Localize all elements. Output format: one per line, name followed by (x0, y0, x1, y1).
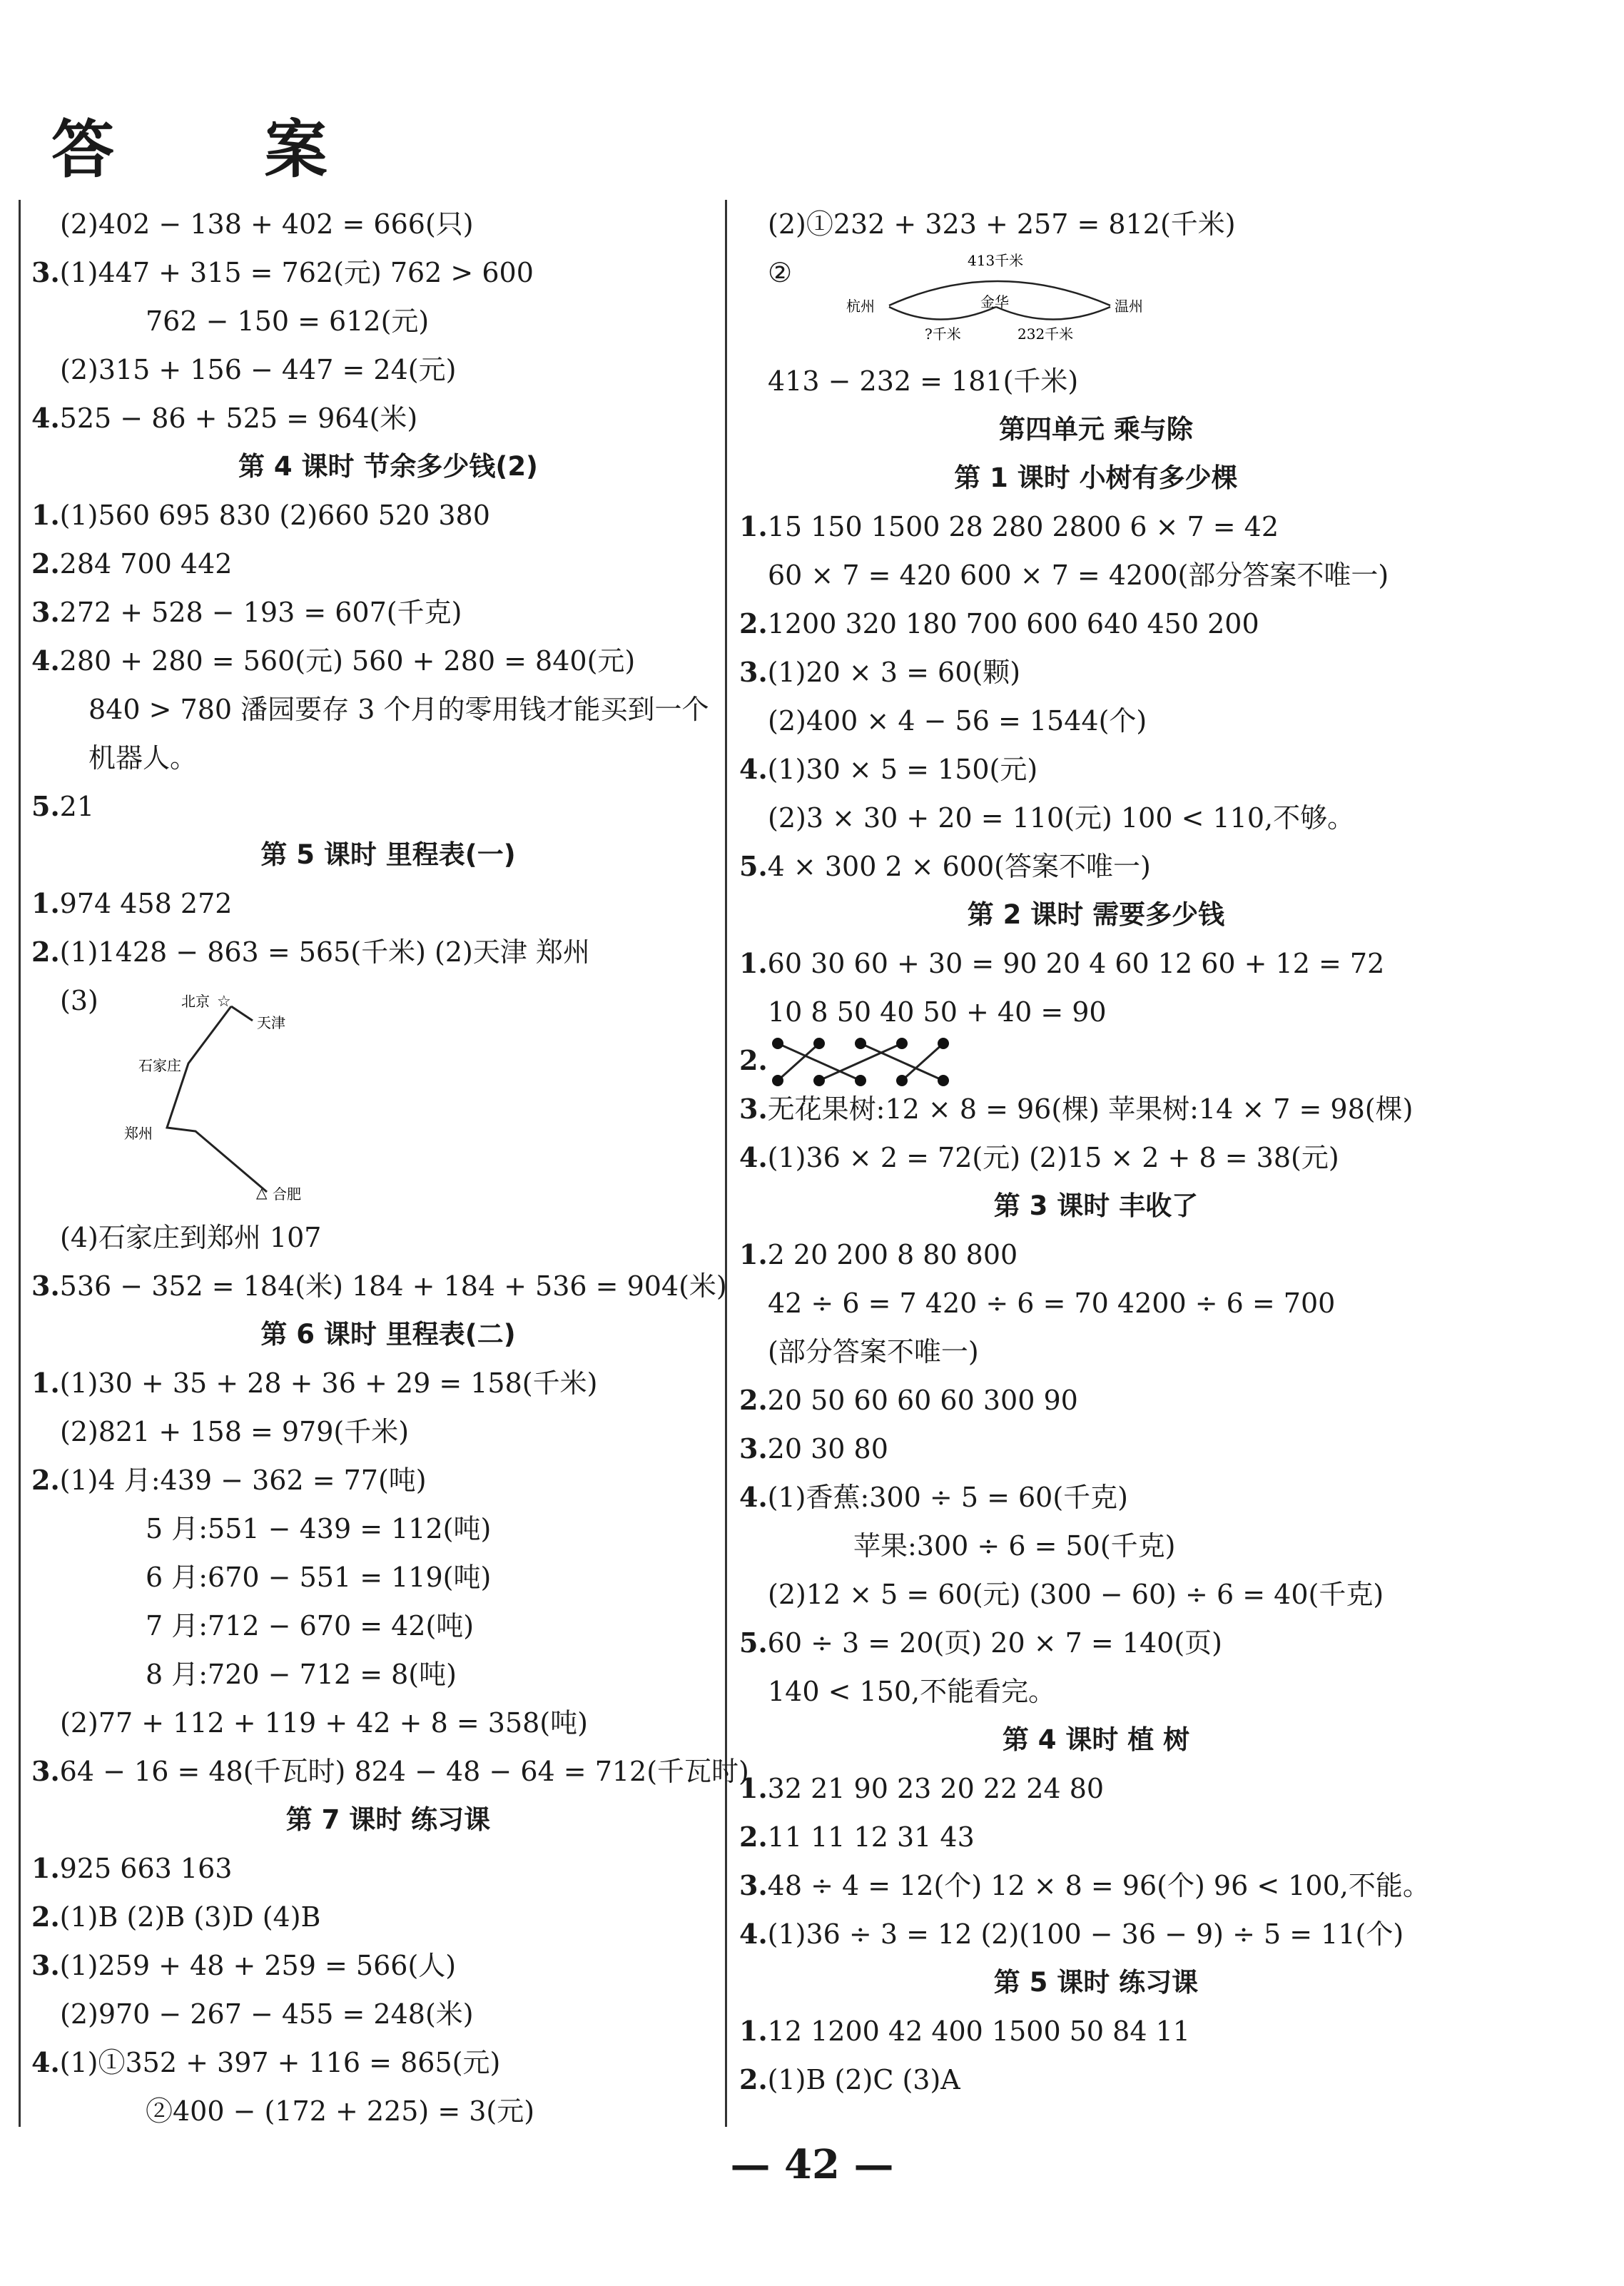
route-diagram-hangzhou-wenzhou (846, 250, 1146, 343)
route-label-wenzhou: 温州 (1115, 298, 1143, 315)
answer-line: 413 − 232 = 181(千米) (768, 365, 1079, 397)
answer-line: 3.536 − 352 = 184(米) 184 + 184 + 536 = 904(米) (31, 1270, 727, 1302)
matching-dots-diagram (768, 1033, 975, 1091)
answer-line: 1.925 663 163 (31, 1852, 233, 1884)
answer-line: 2.(1)1428 − 863 = 565(千米) (2)天津 郑州 (31, 936, 590, 968)
route-label-unknown: ?千米 (925, 325, 961, 343)
answer-line: (2)402 − 138 + 402 = 666(只) (60, 208, 474, 240)
answer-line: 2.284 700 442 (31, 547, 233, 580)
answer-line: 2.(1)4 月:439 − 362 = 77(吨) (31, 1464, 427, 1496)
answer-line: (2)12 × 5 = 60(元) (300 − 60) ÷ 6 = 40(千克) (768, 1579, 1384, 1610)
answer-line: 1.974 458 272 (31, 887, 233, 919)
answer-line: 4.(1)36 × 2 = 72(元) (2)15 × 2 + 8 = 38(元) (739, 1141, 1339, 1173)
map-label-beijing: 北京 (181, 993, 210, 1010)
answer-line: (2)3 × 30 + 20 = 110(元) 100 < 110,不够。 (768, 802, 1355, 834)
answer-line: 1.(1)30 + 35 + 28 + 36 + 29 = 158(千米) (31, 1367, 598, 1399)
answer-line: 2. (739, 1044, 768, 1076)
route-label-segment: 232千米 (1017, 325, 1074, 343)
unit-heading: 第四单元 乘与除 (999, 414, 1193, 445)
answer-line: (2)①232 + 323 + 257 = 812(千米) (768, 208, 1236, 240)
answer-line: 2.11 11 12 31 43 (739, 1821, 975, 1853)
answer-line: 762 − 150 = 612(元) (146, 305, 430, 337)
lesson-heading: 第 4 课时 节余多少钱(2) (238, 451, 538, 482)
answer-line: 1.15 150 1500 28 280 2800 6 × 7 = 42 (739, 510, 1279, 542)
lesson-heading: 第 1 课时 小树有多少棵 (954, 462, 1238, 493)
answer-line: 1.2 20 200 8 80 800 (739, 1238, 1018, 1270)
answer-line: 2.(1)B (2)C (3)A (739, 2063, 960, 2095)
answer-line: 机器人。 (88, 742, 198, 774)
answer-line: 840 > 780 潘园要存 3 个月的零用钱才能买到一个 (88, 694, 709, 725)
answer-line: 5 月:551 − 439 = 112(吨) (146, 1513, 492, 1544)
match-line (778, 1043, 819, 1081)
answer-line: 6 月:670 − 551 = 119(吨) (146, 1562, 492, 1593)
route-map-diagram (110, 985, 338, 1206)
answer-line: 3.20 30 80 (739, 1432, 888, 1465)
answer-line: (3) (60, 985, 98, 1016)
match-line (902, 1043, 943, 1081)
route-label-hangzhou: 杭州 (846, 298, 875, 315)
answer-line: 5.60 ÷ 3 = 20(页) 20 × 7 = 140(页) (739, 1627, 1222, 1659)
lesson-heading: 第 4 课时 植 树 (1002, 1724, 1190, 1755)
dot (938, 1038, 949, 1049)
answer-line: 4.280 + 280 = 560(元) 560 + 280 = 840(元) (31, 644, 636, 677)
answer-line: 7 月:712 − 670 = 42(吨) (146, 1610, 474, 1642)
dot (896, 1038, 908, 1049)
answer-line: 10 8 50 40 50 + 40 = 90 (768, 996, 1107, 1028)
answer-line: 140 < 150,不能看完。 (768, 1676, 1056, 1707)
lesson-heading: 第 5 课时 里程表(一) (260, 839, 516, 870)
answer-line: 8 月:720 − 712 = 8(吨) (146, 1659, 457, 1690)
map-label-tianjin: 天津 (257, 1014, 285, 1031)
triangle-icon: △ (256, 1184, 268, 1201)
answer-line: 42 ÷ 6 = 7 420 ÷ 6 = 70 4200 ÷ 6 = 700 (768, 1288, 1336, 1319)
map-label-zhengzhou: 郑州 (124, 1125, 153, 1142)
answer-line: ②400 − (172 + 225) = 3(元) (146, 2095, 535, 2127)
route-branch (231, 1006, 253, 1021)
dot (772, 1038, 783, 1049)
answer-line: (2)77 + 112 + 119 + 42 + 8 = 358(吨) (60, 1707, 588, 1739)
answer-line: 2.(1)B (2)B (3)D (4)B (31, 1901, 321, 1933)
answer-line: 苹果:300 ÷ 6 = 50(千克) (853, 1530, 1176, 1562)
answer-line: 3.(1)259 + 48 + 259 = 566(人) (31, 1949, 457, 1981)
map-label-hefei: 合肥 (273, 1185, 301, 1203)
answer-line: 4.(1)香蕉:300 ÷ 5 = 60(千克) (739, 1481, 1129, 1513)
lesson-heading: 第 6 课时 里程表(二) (260, 1319, 516, 1350)
dot (813, 1038, 825, 1049)
answer-line: 2.20 50 60 60 60 300 90 (739, 1384, 1078, 1416)
route-top-label: 413千米 (968, 252, 1024, 269)
page-title: 答 案 (51, 112, 392, 186)
answer-line: 4.(1)36 ÷ 3 = 12 (2)(100 − 36 − 9) ÷ 5 = 11(个) (739, 1918, 1404, 1950)
answer-line: 1.(1)560 695 830 (2)660 520 380 (31, 499, 490, 531)
answer-line: 2.1200 320 180 700 600 640 450 200 (739, 607, 1259, 639)
answer-line: 1.60 30 60 + 30 = 90 20 4 60 12 60 + 12 = 72 (739, 947, 1385, 979)
answer-line: (部分答案不唯一) (768, 1336, 979, 1367)
answer-line: 1.12 1200 42 400 1500 50 84 11 (739, 2015, 1190, 2047)
answer-line: 4.(1)①352 + 397 + 116 = 865(元) (31, 2046, 501, 2078)
dot (855, 1038, 866, 1049)
answer-line: 4.525 − 86 + 525 = 964(米) (31, 402, 418, 434)
lesson-heading: 第 7 课时 练习课 (285, 1804, 491, 1835)
left-margin-rule (19, 200, 21, 2127)
answer-line: 3.无花果树:12 × 8 = 96(棵) 苹果树:14 × 7 = 98(棵) (739, 1093, 1414, 1125)
answer-line: 3.(1)447 + 315 = 762(元) 762 > 600 (31, 256, 534, 288)
answer-line: 3.(1)20 × 3 = 60(颗) (739, 656, 1021, 688)
answer-line: (2)970 − 267 − 455 = 248(米) (60, 1998, 474, 2030)
page-number: — 42 — (730, 2141, 894, 2188)
answer-line: 60 × 7 = 420 600 × 7 = 4200(部分答案不唯一) (768, 560, 1389, 591)
route-arc-lower-right (996, 307, 1110, 320)
answer-line: (2)400 × 4 − 56 = 1544(个) (768, 705, 1147, 737)
route-label-jinhua: 金华 (980, 293, 1009, 310)
answer-line: 4.(1)30 × 5 = 150(元) (739, 753, 1038, 785)
answer-line: 5.4 × 300 2 × 600(答案不唯一) (739, 850, 1151, 882)
answer-line: (2)821 + 158 = 979(千米) (60, 1416, 410, 1447)
lesson-heading: 第 3 课时 丰收了 (993, 1190, 1199, 1221)
answer-line: ② (768, 257, 793, 288)
star-icon: ☆ (217, 993, 231, 1011)
answer-line: 3.272 + 528 − 193 = 607(千克) (31, 596, 462, 628)
answer-line: 5.21 (31, 790, 95, 822)
answer-line: 3.48 ÷ 4 = 12(个) 12 × 8 = 96(个) 96 < 100,不能。 (739, 1869, 1430, 1901)
lesson-heading: 第 2 课时 需要多少钱 (967, 899, 1225, 930)
lesson-heading: 第 5 课时 练习课 (993, 1967, 1199, 1998)
map-label-shijiazhuang: 石家庄 (138, 1057, 181, 1074)
route-path (167, 1006, 267, 1192)
answer-line: 1.32 21 90 23 20 22 24 80 (739, 1772, 1105, 1804)
answer-line: (4)石家庄到郑州 107 (60, 1222, 322, 1253)
answer-line: (2)315 + 156 − 447 = 24(元) (60, 354, 457, 385)
answer-line: 3.64 − 16 = 48(千瓦时) 824 − 48 − 64 = 712(千瓦时) (31, 1755, 749, 1787)
